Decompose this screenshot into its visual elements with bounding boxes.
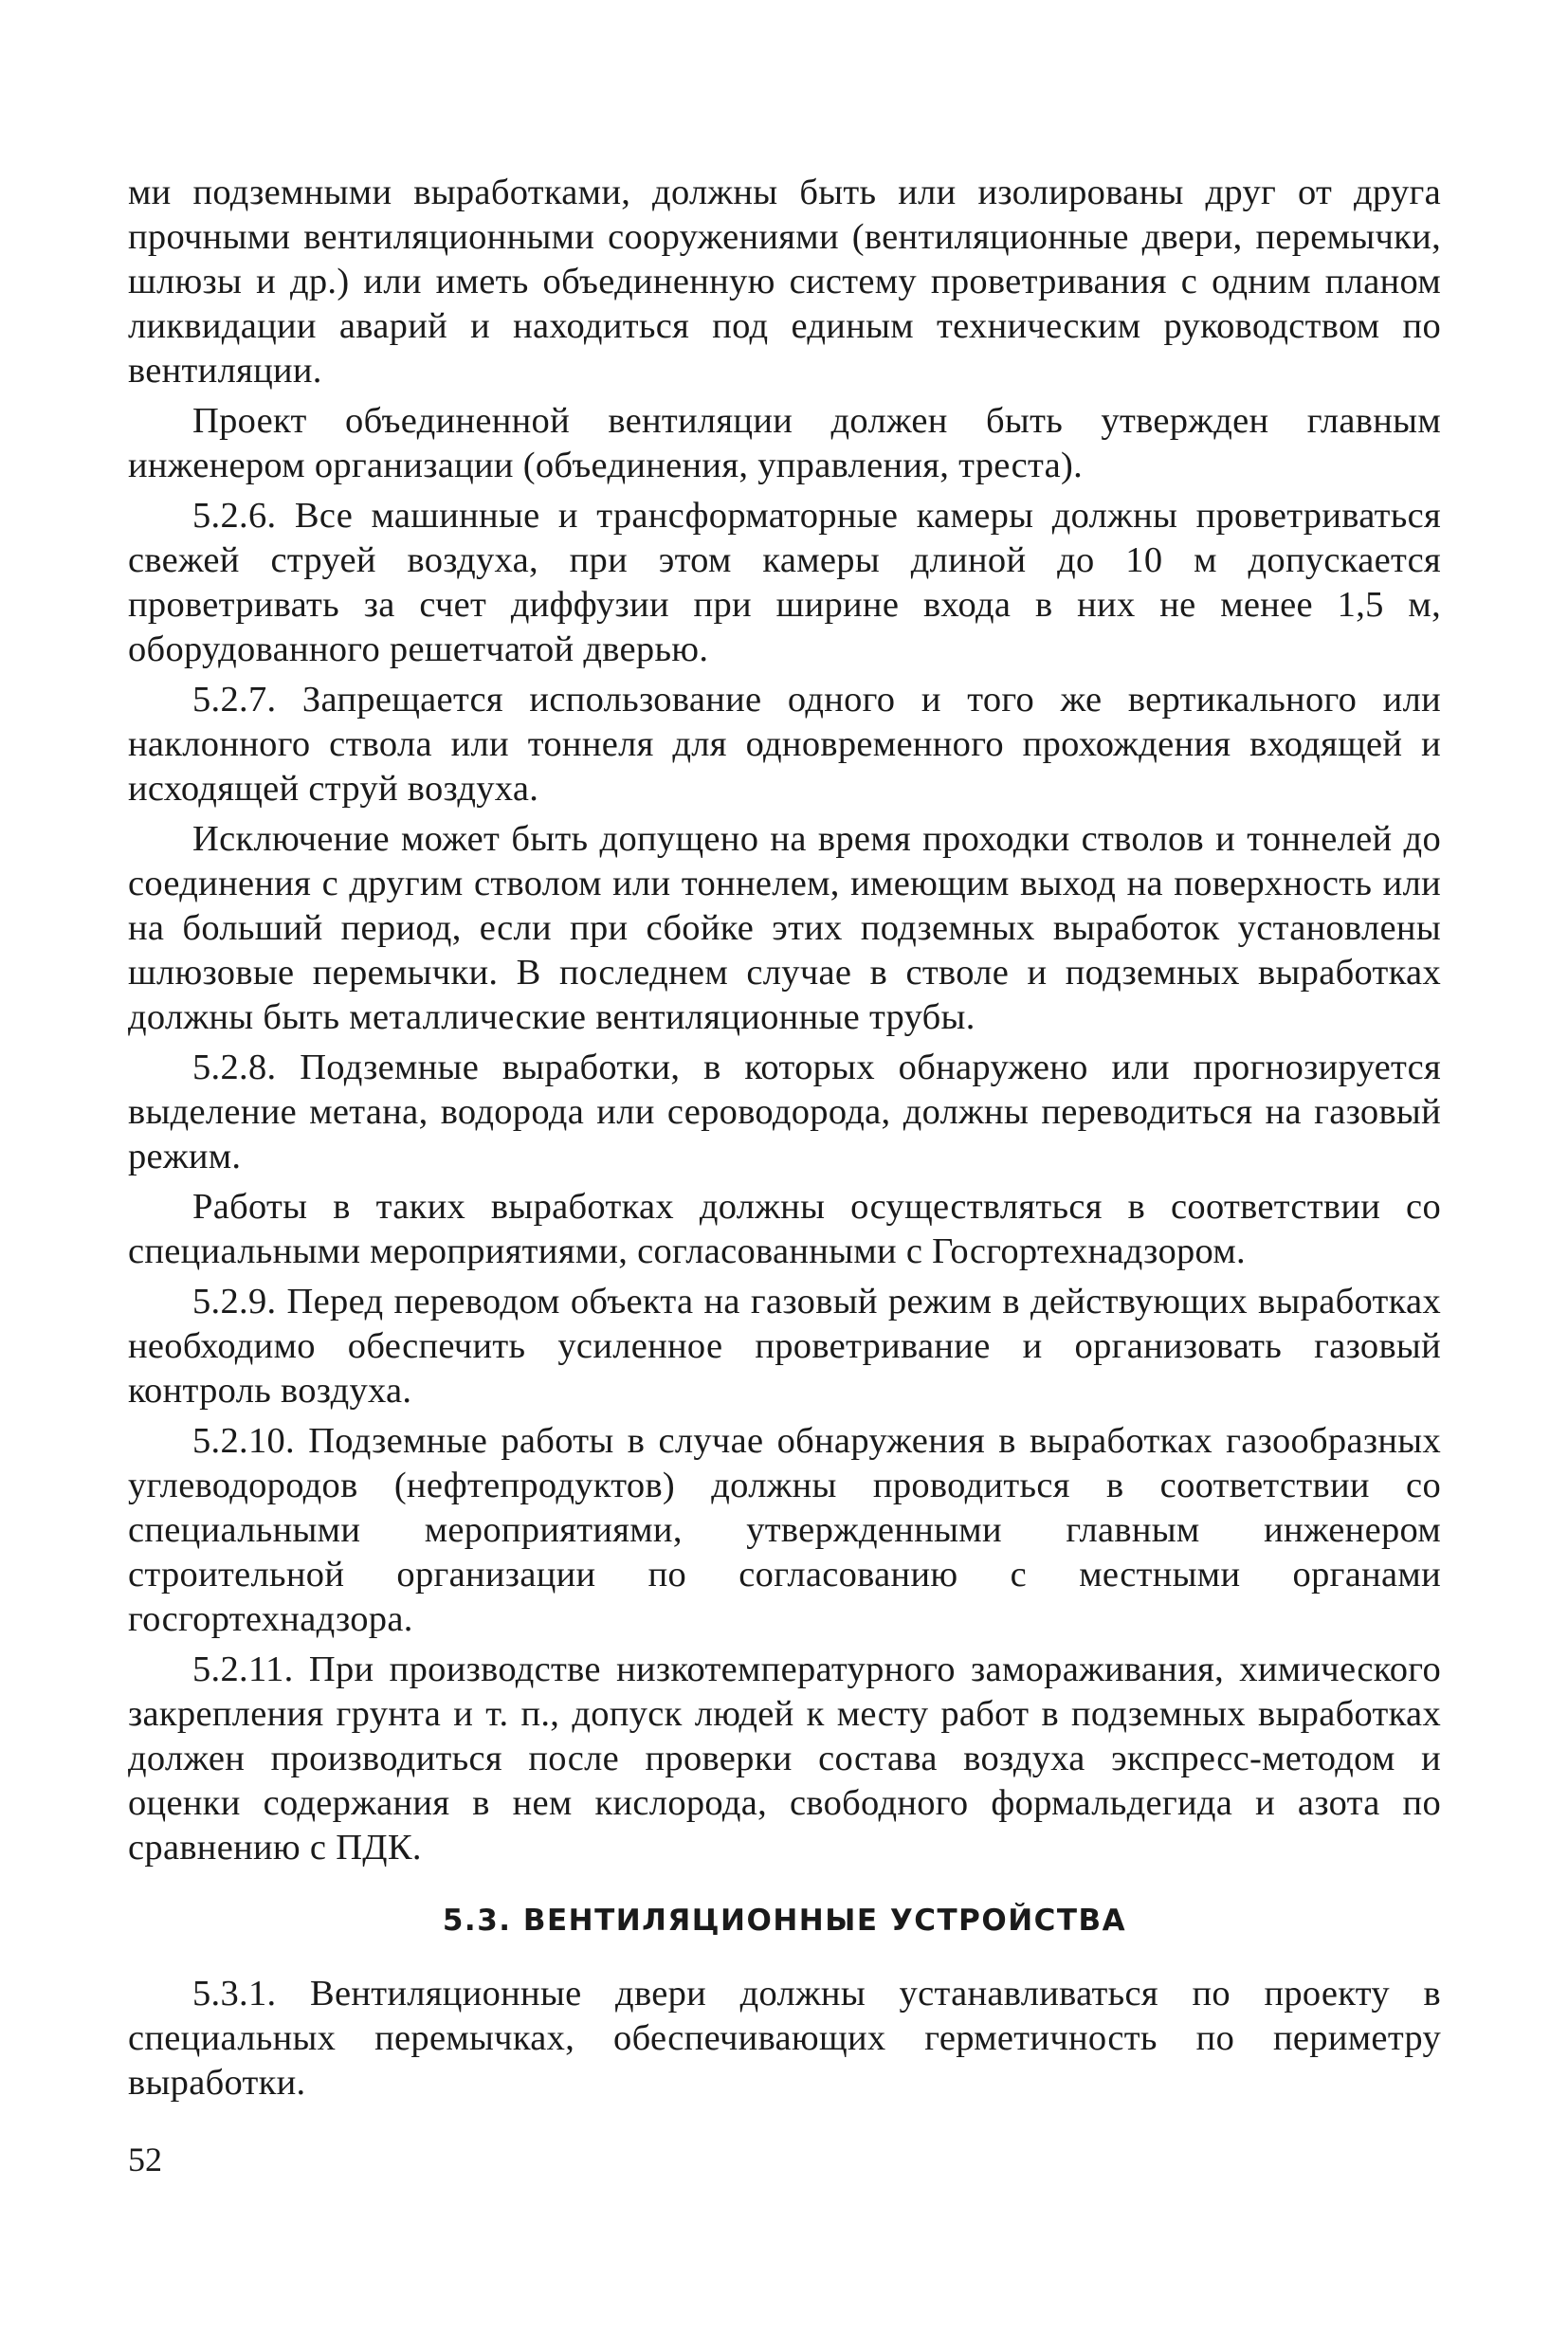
paragraph-5-2-6: 5.2.6. Все машинные и трансформаторные камеры должны проветриваться свежей струей воздуха, при этом камеры длиной до 10 м допускается проветривать за счет диффузии при ширине входа в них не менее 1,5 м, оборудованного решетчатой дверью.: [128, 496, 1441, 669]
paragraph-5-3-1: 5.3.1. Вентиляционные двери должны устанавливаться по проекту в специальных перемычках, обеспечивающих герметичность по периметру выработки.: [128, 1974, 1441, 2103]
paragraph-5-2-11: 5.2.11. При производстве низкотемпературного замораживания, химического закрепления грунта и т. п., допуск людей к месту работ в подземных выработках должен производиться после проверки состава воздуха экспресс-методом и оценки содержания в нем кислорода, свободного формальдегида и азота по сравнению с ПДК.: [128, 1649, 1441, 1868]
paragraph-5-2-9: 5.2.9. Перед переводом объекта на газовый режим в действующих выработках необходимо обеспечить усиленное проветривание и организовать газовый контроль воздуха.: [128, 1282, 1441, 1411]
paragraph-5-2-10: 5.2.10. Подземные работы в случае обнаружения в выработках газообразных углеводородов (нефтепродуктов) должны проводиться в соответствии со специальными мероприятиями, утвержденными главным инженером строительной организации по согласованию с местными органами госгортехнадзора.: [128, 1421, 1441, 1639]
paragraph-gas-works: Работы в таких выработках должны осуществляться в соответствии со специальными мероприятиями, согласованными с Госгортехнадзором.: [128, 1187, 1441, 1271]
section-heading-5-3: 5.3. ВЕНТИЛЯЦИОННЫЕ УСТРОЙСТВА: [442, 1904, 1127, 1938]
paragraph-5-2-8: 5.2.8. Подземные выработки, в которых обнаружено или прогнозируется выделение метана, водорода или сероводорода, должны переводиться на газовый режим.: [128, 1048, 1441, 1176]
paragraph-continuation: ми подземными выработками, должны быть или изолированы друг от друга прочными вентиляционными сооружениями (вентиляционные двери, перемычки, шлюзы и др.) или иметь объединенную систему проветривания с одним планом ликвидации аварий и находиться под единым техническим руководством по вентиляции.: [128, 173, 1441, 391]
page-number: 52: [128, 2141, 162, 2178]
body-text: [128, 171, 1441, 2111]
paragraph-5-2-7: 5.2.7. Запрещается использование одного и того же вертикального или наклонного ствола или тоннеля для одновременного прохождения входящей и исходящей струй воздуха.: [128, 680, 1441, 809]
paragraph-exception: Исключение может быть допущено на время проходки стволов и тоннелей до соединения с другим стволом или тоннелем, имеющим выход на поверхность или на больший период, если при сбойке этих подземных выработок установлены шлюзовые перемычки. В последнем случае в стволе и подземных выработках должны быть металлические вентиляционные трубы.: [128, 819, 1441, 1037]
paragraph-combined-ventilation-project: Проект объединенной вентиляции должен быть утвержден главным инженером организации (объединения, управления, треста).: [128, 401, 1441, 485]
